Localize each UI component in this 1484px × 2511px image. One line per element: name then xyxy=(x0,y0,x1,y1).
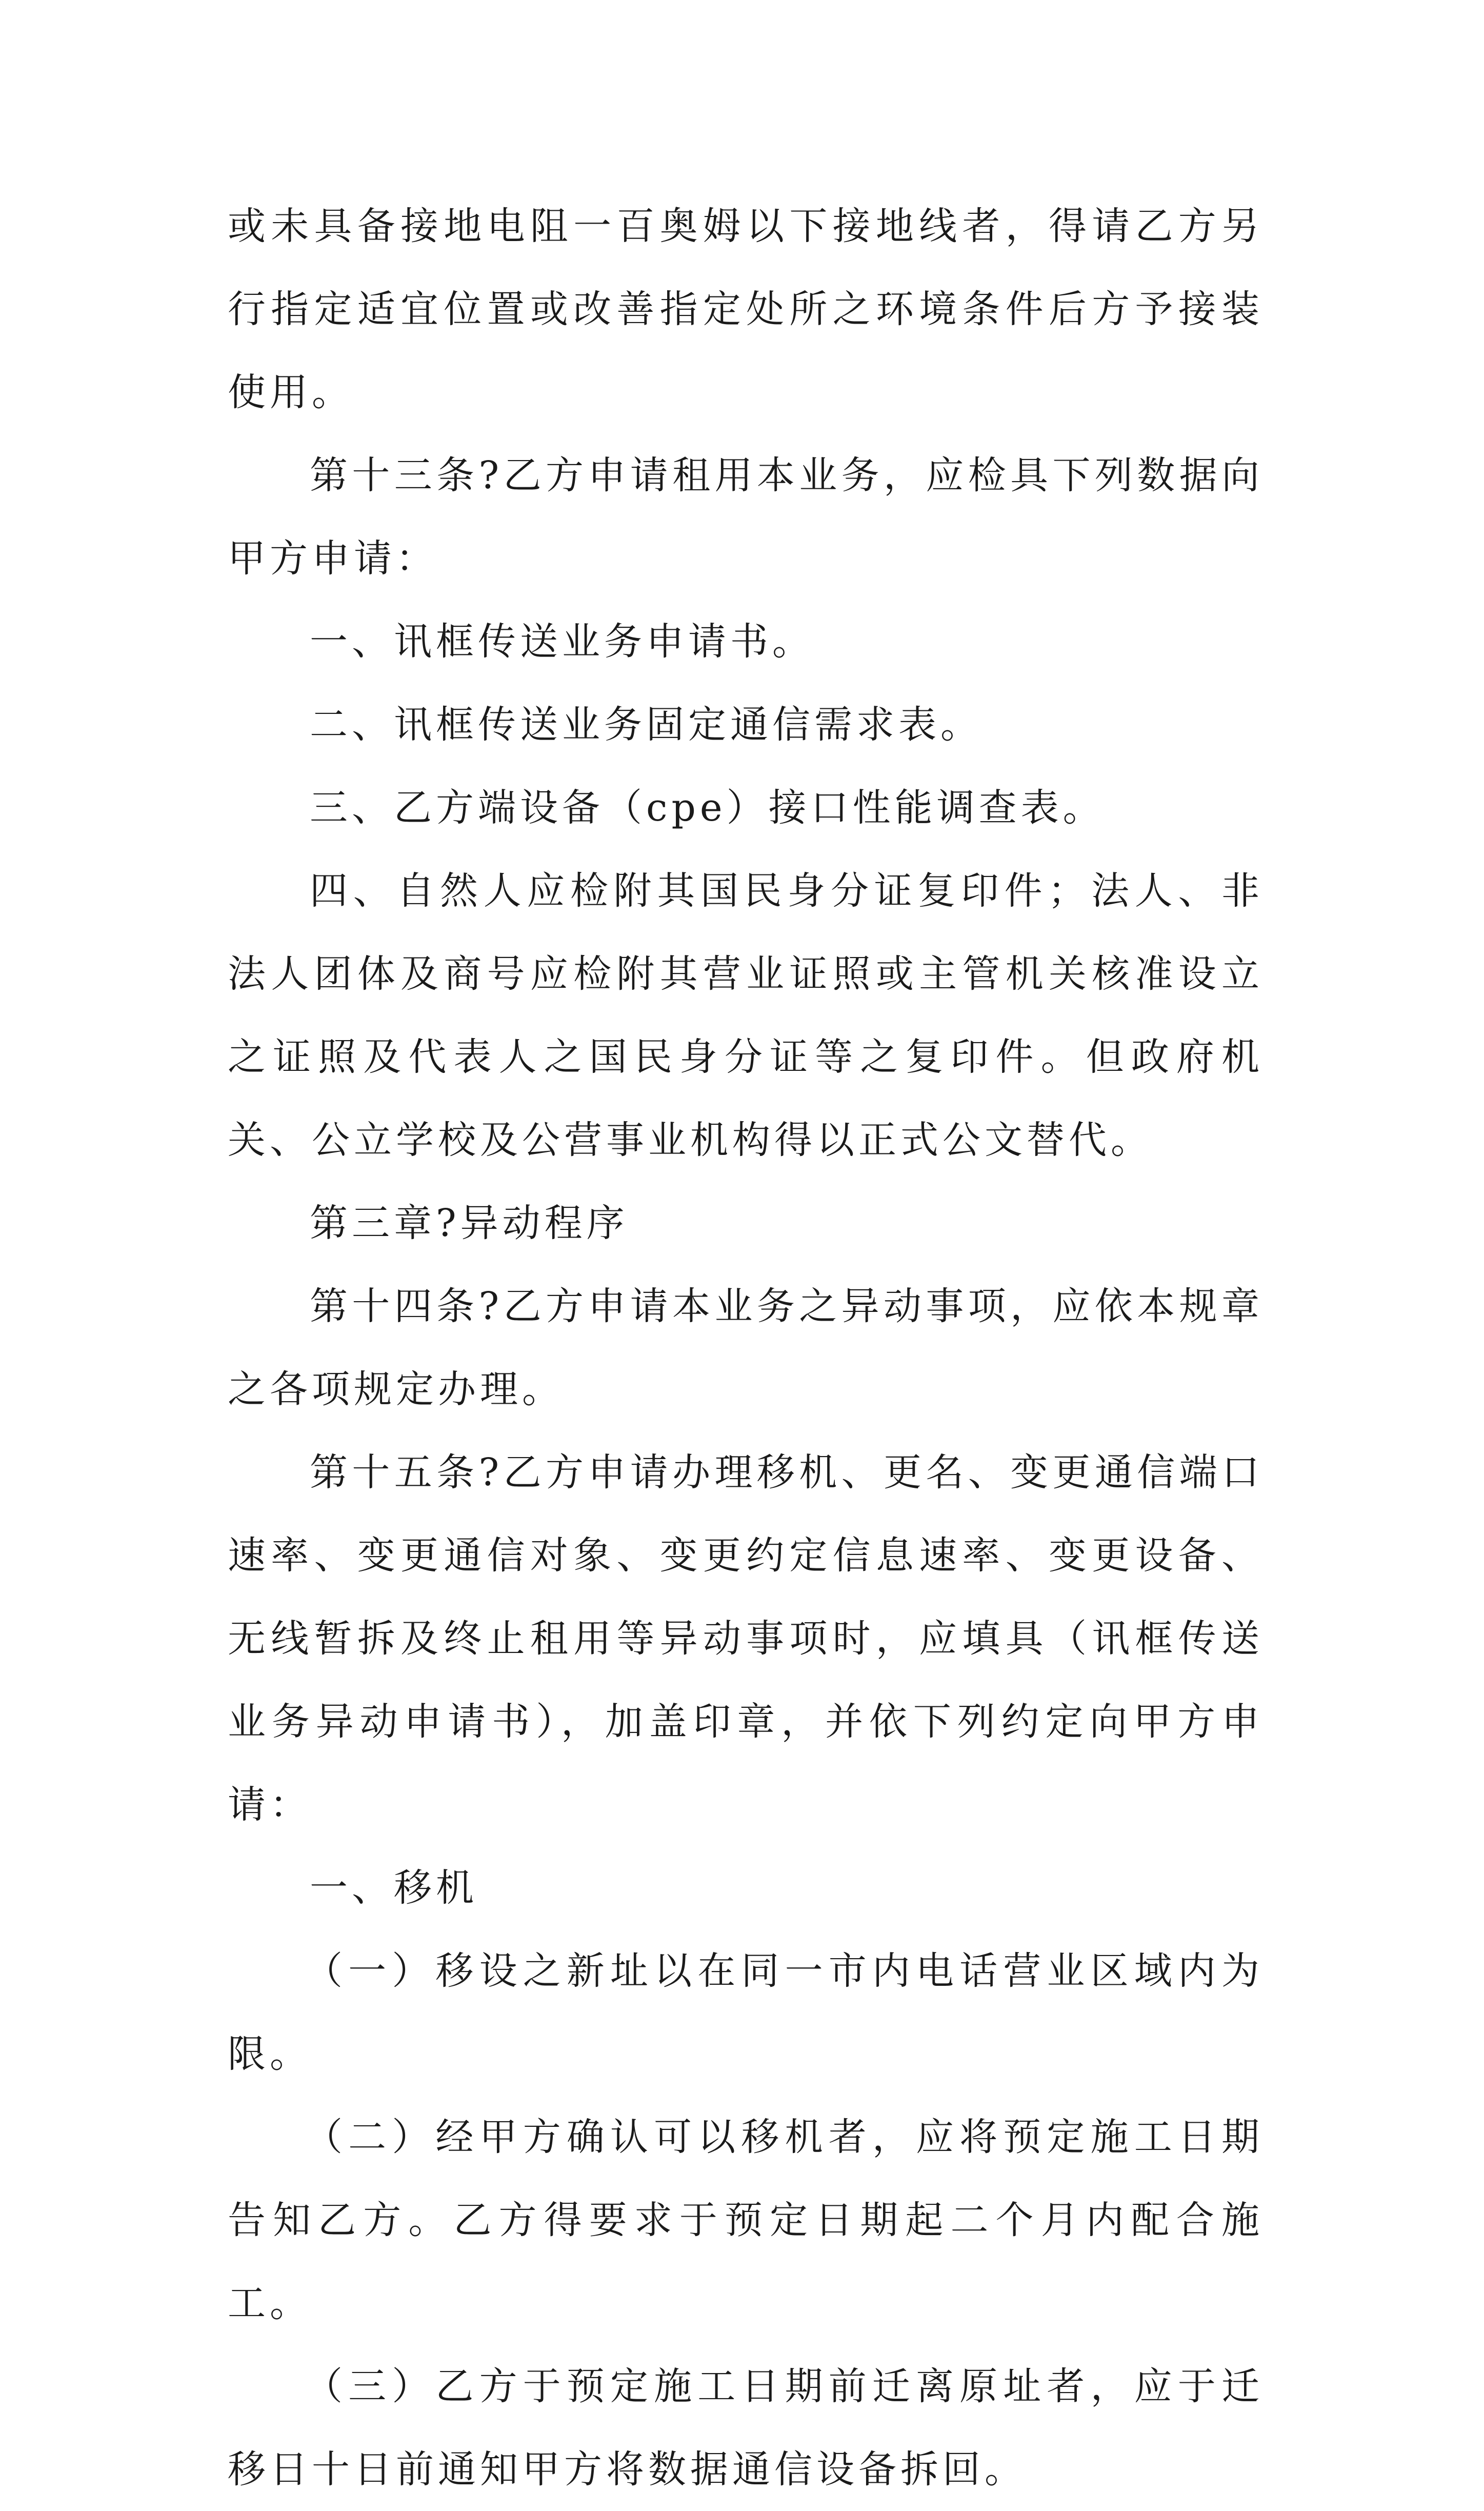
list-item-application-form: 一、讯框传送业务申请书。 xyxy=(310,620,814,664)
sub-item-relocation-notice: （三）乙方于预定施工日期前迁离原址者，应于迁移日十日前通知甲方将数据通信设备拆回。 xyxy=(228,2364,1264,2492)
paragraph-grounding-condition: 或未具备接地电阻一百奥姆以下接地线者，得请乙方另行指定适宜位置或改善指定处所之环境条件后方予接装使用。 xyxy=(228,204,1264,414)
document-body xyxy=(228,185,1264,2511)
paragraph-article-13: 第十三条?乙方申请租用本业务，应检具下列数据向甲方申请： xyxy=(228,453,1264,581)
list-item-cpe-survey: 三、乙方端设备（cpe）接口性能调查表。 xyxy=(310,786,1105,830)
paragraph-article-15: 第十五条?乙方申请办理移机、更名、变更通信端口速率、变更通信对象、变更约定信息速率、变更设备、无线暂拆及终止租用等异动事项时，应填具（讯框传送业务异动申请书），加盖印章，并依下列约定向甲方申请： xyxy=(228,1450,1264,1827)
sub-item-relocation-area: （一）移设之新址以在同一市内电话营业区域内为限。 xyxy=(228,1949,1264,2076)
list-item-id-documents: 四、自然人应检附其国民身分证复印件；法人、非法人团体及商号应检附其营业证照或主管机关核准设立之证照及代表人之国民身分证等之复印件。但政府机关、公立学校及公营事业机构得以正式公文替代。 xyxy=(228,869,1264,1162)
sub-item-relocation-schedule: （二）经甲方确认可以移机者，应将预定施工日期告知乙方。乙方得要求于预定日期起二个月内配合施工。 xyxy=(228,2115,1264,2325)
chapter-heading-change-procedure: 第三章?异动程序 xyxy=(310,1201,629,1245)
list-item-requirements-table: 二、讯框传送业务固定通信需求表。 xyxy=(310,703,982,747)
list-item-relocation: 一、移机 xyxy=(310,1866,478,1910)
paragraph-article-14: 第十四条?乙方申请本业务之异动事项，应依本规章之各项规定办理。 xyxy=(228,1284,1264,1411)
